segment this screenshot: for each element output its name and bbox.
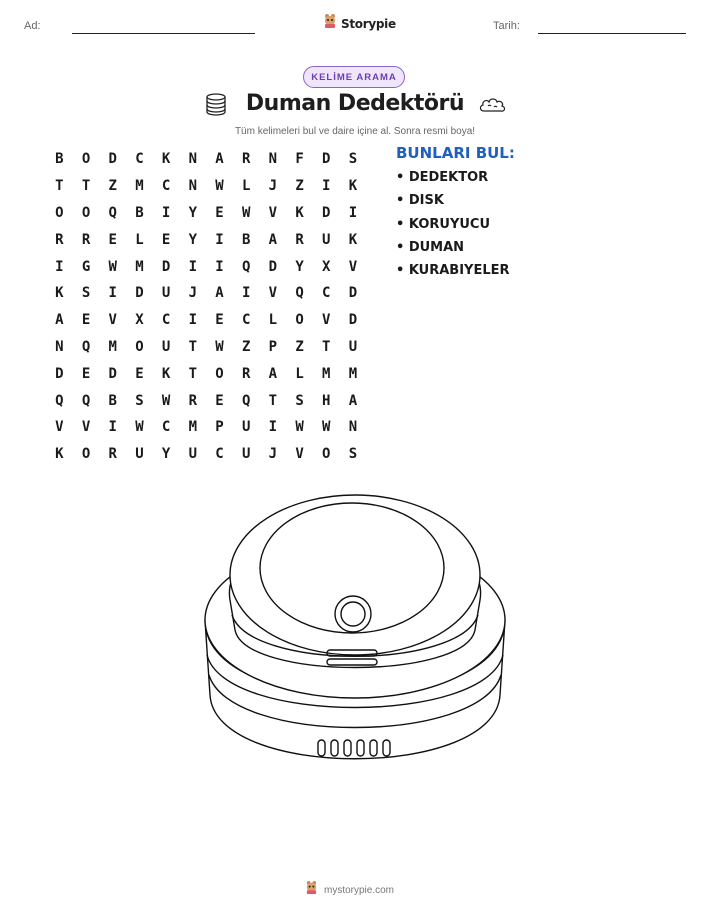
grid-row [46, 146, 366, 173]
date-line [538, 33, 686, 34]
grid-cell[interactable]: W [215, 178, 224, 195]
grid-cell[interactable]: M [322, 365, 331, 382]
grid-cell[interactable]: M [135, 178, 144, 195]
grid-cell[interactable]: O [55, 204, 64, 221]
grid-cell[interactable]: E [81, 312, 91, 329]
footer [305, 880, 394, 900]
grid-cell[interactable]: D [268, 258, 278, 275]
grid-cell[interactable]: T [55, 178, 64, 195]
grid-cell[interactable]: Y [188, 204, 197, 221]
grid-cell[interactable]: O [135, 338, 144, 355]
grid-cell[interactable]: I [268, 419, 278, 436]
grid-cell[interactable]: J [188, 285, 197, 302]
storypie-mascot-icon [323, 13, 337, 34]
grid-cell[interactable]: I [108, 419, 117, 436]
grid-cell[interactable]: Y [161, 446, 171, 463]
grid-cell[interactable]: Q [81, 338, 91, 355]
name-line [72, 33, 255, 34]
grid-cell[interactable]: D [55, 365, 64, 382]
grid-cell[interactable]: D [348, 312, 358, 329]
grid-cell[interactable]: L [135, 231, 144, 248]
grid-cell[interactable]: D [108, 365, 117, 382]
grid-row [46, 334, 366, 361]
grid-cell[interactable]: M [348, 365, 358, 382]
grid-cell[interactable]: V [55, 419, 64, 436]
grid-cell[interactable]: U [241, 419, 251, 436]
grid-cell[interactable]: Q [295, 285, 304, 302]
word-list-item: • DEDEKTOR [396, 170, 489, 185]
grid-cell[interactable]: Y [188, 231, 197, 248]
grid-row [46, 441, 366, 468]
grid-cell[interactable]: R [55, 231, 64, 248]
grid-cell[interactable]: Z [241, 338, 251, 355]
grid-cell[interactable]: O [215, 365, 224, 382]
grid-cell[interactable]: G [81, 258, 91, 275]
word-list [396, 170, 510, 286]
grid-cell[interactable]: W [108, 258, 117, 275]
grid-cell[interactable]: E [108, 231, 117, 248]
grid-cell[interactable]: C [135, 151, 144, 168]
instructions: Tüm kelimeleri bul ve daire içine al. Sonra resmi boya! [234, 126, 476, 137]
grid-cell[interactable]: K [161, 151, 171, 168]
grid-cell[interactable]: D [322, 204, 331, 221]
grid-cell[interactable]: H [322, 392, 331, 409]
grid-cell[interactable]: F [295, 151, 304, 168]
grid-cell[interactable]: U [188, 446, 197, 463]
grid-cell[interactable]: Z [295, 178, 304, 195]
grid-cell[interactable]: Q [81, 392, 91, 409]
grid-cell[interactable]: E [215, 204, 224, 221]
grid-cell[interactable]: E [215, 392, 224, 409]
grid-cell[interactable]: E [161, 231, 171, 248]
grid-cell[interactable]: R [241, 365, 251, 382]
word-list-item: • KORUYUCU [396, 216, 491, 232]
grid-cell[interactable]: B [241, 231, 251, 248]
grid-cell[interactable]: I [241, 285, 251, 302]
grid-cell[interactable]: A [348, 392, 358, 409]
grid-cell[interactable]: U [348, 338, 358, 355]
grid-cell[interactable]: L [268, 312, 278, 329]
word-list-item: • DISK [396, 193, 444, 209]
grid-cell[interactable]: D [108, 151, 117, 168]
grid-cell[interactable]: X [322, 258, 331, 275]
grid-cell[interactable]: T [188, 338, 197, 355]
grid-cell[interactable]: S [348, 446, 358, 463]
word-list-item: • KURABIYELER [396, 263, 510, 279]
grid-cell[interactable]: U [161, 338, 171, 355]
grid-cell[interactable]: D [348, 285, 358, 302]
grid-cell[interactable]: O [295, 312, 304, 329]
brand-name: Storypie [341, 16, 396, 31]
grid-row [46, 253, 366, 280]
grid-cell[interactable]: K [295, 204, 304, 221]
grid-cell[interactable]: O [81, 151, 91, 168]
word-list-item: • DUMAN [396, 239, 465, 255]
grid-cell[interactable]: I [188, 258, 197, 275]
grid-cell[interactable]: C [215, 446, 224, 463]
grid-cell[interactable]: U [161, 285, 171, 302]
grid-cell[interactable]: W [322, 419, 331, 436]
grid-cell[interactable]: W [295, 419, 304, 436]
grid-cell[interactable]: R [108, 446, 117, 463]
footer-site[interactable]: mystorypie.com [324, 884, 395, 896]
grid-cell[interactable]: P [215, 419, 224, 436]
grid-cell[interactable]: A [215, 285, 224, 302]
grid-cell[interactable]: N [268, 151, 278, 168]
grid-row [46, 226, 366, 253]
grid-cell[interactable]: T [268, 392, 278, 409]
grid-cell[interactable]: K [348, 178, 358, 195]
grid-row [46, 200, 366, 227]
grid-cell[interactable]: V [322, 312, 331, 329]
grid-cell[interactable]: J [268, 446, 278, 463]
grid-cell[interactable]: O [81, 204, 91, 221]
grid-cell[interactable]: C [161, 178, 171, 195]
grid-cell[interactable]: V [81, 419, 91, 436]
grid-cell[interactable]: J [268, 178, 278, 195]
grid-cell[interactable]: N [348, 419, 358, 436]
grid-cell[interactable]: C [161, 419, 171, 436]
name-label: Ad: [24, 20, 41, 32]
grid-cell[interactable]: E [81, 365, 91, 382]
grid-cell[interactable]: R [295, 231, 304, 248]
grid-cell[interactable]: K [161, 365, 171, 382]
grid-cell[interactable]: V [268, 204, 278, 221]
grid-cell[interactable]: T [188, 365, 197, 382]
grid-cell[interactable]: W [215, 338, 224, 355]
grid-cell[interactable]: Q [241, 258, 251, 275]
grid-cell[interactable]: N [55, 338, 64, 355]
grid-cell[interactable]: X [135, 312, 144, 329]
grid-cell[interactable]: B [108, 392, 117, 409]
grid-cell[interactable]: A [268, 365, 278, 382]
grid-cell[interactable]: R [241, 151, 251, 168]
grid-cell[interactable]: V [295, 446, 304, 463]
grid-cell[interactable]: M [108, 338, 117, 355]
grid-cell[interactable]: Z [108, 178, 117, 195]
grid-row [46, 360, 366, 387]
page-title: Duman Dedektörü [245, 91, 465, 116]
grid-row [46, 280, 366, 307]
grid-cell[interactable]: P [268, 338, 278, 355]
grid-cell[interactable]: E [135, 365, 144, 382]
grid-cell[interactable]: R [81, 231, 91, 248]
grid-cell[interactable]: A [268, 231, 278, 248]
grid-cell[interactable]: Q [108, 204, 117, 221]
grid-cell[interactable]: T [81, 178, 91, 195]
grid-cell[interactable]: Y [295, 258, 304, 275]
grid-cell[interactable]: S [348, 151, 358, 168]
grid-cell[interactable]: I [215, 258, 224, 275]
grid-cell[interactable]: A [215, 151, 224, 168]
grid-cell[interactable]: I [55, 258, 64, 275]
grid-cell[interactable]: W [241, 204, 251, 221]
grid-cell[interactable]: U [135, 446, 144, 463]
grid-cell[interactable]: C [161, 312, 171, 329]
grid-cell[interactable]: Q [241, 392, 251, 409]
cloud-icon [478, 94, 508, 121]
grid-cell[interactable]: O [81, 446, 91, 463]
grid-cell[interactable]: I [348, 204, 358, 221]
grid-cell[interactable]: C [322, 285, 331, 302]
smoke-detector-illustration [195, 490, 515, 785]
grid-cell[interactable]: I [215, 231, 224, 248]
grid-cell[interactable]: O [322, 446, 331, 463]
date-label: Tarih: [493, 20, 520, 32]
grid-row [46, 307, 366, 334]
grid-cell[interactable]: K [348, 231, 358, 248]
grid-cell[interactable]: Z [295, 338, 304, 355]
grid-cell[interactable]: U [241, 446, 251, 463]
grid-cell[interactable]: W [135, 419, 144, 436]
grid-cell[interactable]: N [188, 151, 197, 168]
grid-cell[interactable]: I [188, 312, 197, 329]
grid-cell[interactable]: E [215, 312, 224, 329]
grid-cell[interactable]: Q [55, 392, 64, 409]
grid-row [46, 387, 366, 414]
grid-cell[interactable]: R [188, 392, 197, 409]
grid-cell[interactable]: D [322, 151, 331, 168]
grid-cell[interactable]: V [108, 312, 117, 329]
grid-cell[interactable]: I [108, 285, 117, 302]
grid-cell[interactable]: U [322, 231, 331, 248]
activity-badge: KELİME ARAMA [303, 66, 405, 88]
grid-cell[interactable]: S [295, 392, 304, 409]
grid-row [46, 414, 366, 441]
grid-cell[interactable]: I [161, 204, 171, 221]
grid-cell[interactable]: L [241, 178, 251, 195]
grid-cell[interactable]: B [135, 204, 144, 221]
grid-cell[interactable]: W [161, 392, 171, 409]
grid-cell[interactable]: S [81, 285, 91, 302]
grid-cell[interactable]: M [188, 419, 197, 436]
grid-cell[interactable]: A [55, 312, 64, 329]
grid-cell[interactable]: N [188, 178, 197, 195]
grid-cell[interactable]: T [322, 338, 331, 355]
grid-cell[interactable]: V [348, 258, 358, 275]
coin-stack-icon [204, 92, 228, 123]
grid-cell[interactable]: I [322, 178, 331, 195]
grid-cell[interactable]: K [55, 446, 64, 463]
grid-cell[interactable]: D [135, 285, 144, 302]
brand-logo [323, 13, 396, 34]
word-list-title: BUNLARI BUL: [396, 144, 515, 162]
grid-cell[interactable]: B [55, 151, 64, 168]
grid-cell[interactable]: C [241, 312, 251, 329]
grid-cell[interactable]: V [268, 285, 278, 302]
letter-grid [46, 146, 366, 468]
grid-cell[interactable]: S [135, 392, 144, 409]
grid-cell[interactable]: D [161, 258, 171, 275]
storypie-mascot-icon [305, 880, 318, 900]
grid-cell[interactable]: K [55, 285, 64, 302]
grid-row [46, 173, 366, 200]
grid-cell[interactable]: L [295, 365, 304, 382]
grid-cell[interactable]: M [135, 258, 144, 275]
